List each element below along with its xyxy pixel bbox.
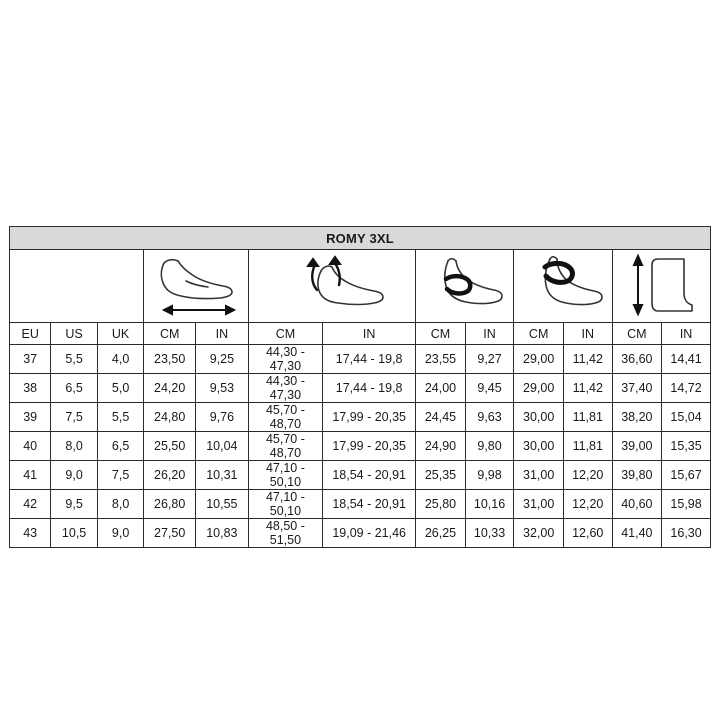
cell-ankle-in: 9,63 — [465, 403, 514, 432]
cell-calf-cm: 32,00 — [514, 519, 564, 548]
cell-ankle-cm: 23,55 — [416, 345, 466, 374]
table-row — [10, 374, 711, 403]
cell-length-cm: 24,80 — [144, 403, 196, 432]
foot-girth-measure-icon — [248, 250, 415, 323]
cell-calf-in: 11,81 — [563, 403, 612, 432]
cell-ankle-in: 9,45 — [465, 374, 514, 403]
cell-eu: 39 — [10, 403, 51, 432]
header-shaft-cm: CM — [612, 323, 662, 345]
table-row — [10, 403, 711, 432]
cell-ankle-in: 9,98 — [465, 461, 514, 490]
cell-uk: 8,0 — [97, 490, 144, 519]
cell-length-in: 10,55 — [196, 490, 249, 519]
cell-length-in: 9,25 — [196, 345, 249, 374]
size-chart — [9, 226, 711, 548]
cell-uk: 7,5 — [97, 461, 144, 490]
cell-girth-cm: 47,10 - 50,10 — [248, 490, 322, 519]
cell-uk: 5,0 — [97, 374, 144, 403]
cell-us: 5,5 — [51, 345, 98, 374]
cell-ankle-cm: 25,35 — [416, 461, 466, 490]
cell-shaft-in: 15,04 — [662, 403, 711, 432]
cell-length-cm: 24,20 — [144, 374, 196, 403]
header-us: US — [51, 323, 98, 345]
cell-calf-cm: 30,00 — [514, 432, 564, 461]
cell-shaft-in: 16,30 — [662, 519, 711, 548]
cell-us: 9,5 — [51, 490, 98, 519]
cell-uk: 6,5 — [97, 432, 144, 461]
header-girth-cm: CM — [248, 323, 322, 345]
cell-uk: 5,5 — [97, 403, 144, 432]
cell-ankle-cm: 25,80 — [416, 490, 466, 519]
header-shaft-in: IN — [662, 323, 711, 345]
page-title: ROMY 3XL — [10, 227, 711, 250]
cell-length-in: 10,31 — [196, 461, 249, 490]
cell-us: 7,5 — [51, 403, 98, 432]
cell-girth-in: 17,44 - 19,8 — [323, 345, 416, 374]
header-calf-in: IN — [563, 323, 612, 345]
cell-eu: 38 — [10, 374, 51, 403]
cell-girth-in: 18,54 - 20,91 — [323, 461, 416, 490]
cell-us: 10,5 — [51, 519, 98, 548]
cell-girth-cm: 45,70 - 48,70 — [248, 403, 322, 432]
cell-calf-in: 12,60 — [563, 519, 612, 548]
cell-us: 8,0 — [51, 432, 98, 461]
table-row — [10, 519, 711, 548]
cell-girth-cm: 44,30 - 47,30 — [248, 374, 322, 403]
cell-length-cm: 26,80 — [144, 490, 196, 519]
illustration-row — [10, 250, 711, 323]
cell-length-in: 9,76 — [196, 403, 249, 432]
cell-shaft-cm: 37,40 — [612, 374, 662, 403]
cell-ankle-cm: 24,45 — [416, 403, 466, 432]
cell-shaft-in: 14,41 — [662, 345, 711, 374]
cell-length-in: 10,04 — [196, 432, 249, 461]
cell-eu: 43 — [10, 519, 51, 548]
header-ankle-cm: CM — [416, 323, 466, 345]
header-girth-in: IN — [323, 323, 416, 345]
cell-calf-cm: 29,00 — [514, 374, 564, 403]
boot-shaft-height-icon — [612, 250, 710, 323]
cell-uk: 9,0 — [97, 519, 144, 548]
cell-ankle-in: 10,33 — [465, 519, 514, 548]
cell-ankle-cm: 24,00 — [416, 374, 466, 403]
cell-girth-in: 17,99 - 20,35 — [323, 403, 416, 432]
cell-girth-in: 17,99 - 20,35 — [323, 432, 416, 461]
cell-ankle-cm: 24,90 — [416, 432, 466, 461]
calf-circumference-icon — [514, 250, 612, 323]
cell-shaft-in: 15,98 — [662, 490, 711, 519]
cell-length-cm: 25,50 — [144, 432, 196, 461]
cell-girth-in: 17,44 - 19,8 — [323, 374, 416, 403]
cell-calf-in: 11,81 — [563, 432, 612, 461]
cell-eu: 40 — [10, 432, 51, 461]
cell-calf-in: 11,42 — [563, 345, 612, 374]
cell-shaft-cm: 38,20 — [612, 403, 662, 432]
cell-calf-cm: 30,00 — [514, 403, 564, 432]
ankle-circumference-icon — [416, 250, 514, 323]
cell-girth-cm: 48,50 - 51,50 — [248, 519, 322, 548]
header-eu: EU — [10, 323, 51, 345]
cell-calf-cm: 31,00 — [514, 490, 564, 519]
cell-girth-cm: 47,10 - 50,10 — [248, 461, 322, 490]
header-ankle-in: IN — [465, 323, 514, 345]
table-row — [10, 490, 711, 519]
size-table — [9, 226, 711, 548]
cell-length-in: 9,53 — [196, 374, 249, 403]
cell-length-cm: 27,50 — [144, 519, 196, 548]
cell-shaft-cm: 40,60 — [612, 490, 662, 519]
cell-ankle-in: 9,80 — [465, 432, 514, 461]
cell-shaft-in: 15,35 — [662, 432, 711, 461]
cell-uk: 4,0 — [97, 345, 144, 374]
cell-length-in: 10,83 — [196, 519, 249, 548]
cell-ankle-cm: 26,25 — [416, 519, 466, 548]
table-row — [10, 345, 711, 374]
empty-illustration-cell — [10, 250, 144, 323]
cell-ankle-in: 10,16 — [465, 490, 514, 519]
cell-ankle-in: 9,27 — [465, 345, 514, 374]
cell-shaft-cm: 41,40 — [612, 519, 662, 548]
column-header-row — [10, 323, 711, 345]
cell-shaft-cm: 36,60 — [612, 345, 662, 374]
cell-girth-in: 19,09 - 21,46 — [323, 519, 416, 548]
cell-shaft-cm: 39,80 — [612, 461, 662, 490]
cell-calf-in: 12,20 — [563, 461, 612, 490]
header-calf-cm: CM — [514, 323, 564, 345]
cell-length-cm: 26,20 — [144, 461, 196, 490]
table-row — [10, 461, 711, 490]
cell-calf-in: 12,20 — [563, 490, 612, 519]
header-length-in: IN — [196, 323, 249, 345]
cell-shaft-in: 14,72 — [662, 374, 711, 403]
cell-girth-cm: 44,30 - 47,30 — [248, 345, 322, 374]
header-uk: UK — [97, 323, 144, 345]
cell-length-cm: 23,50 — [144, 345, 196, 374]
cell-us: 6,5 — [51, 374, 98, 403]
cell-eu: 42 — [10, 490, 51, 519]
foot-length-side-icon — [144, 250, 248, 323]
table-title-row — [10, 227, 711, 250]
cell-girth-in: 18,54 - 20,91 — [323, 490, 416, 519]
cell-calf-cm: 29,00 — [514, 345, 564, 374]
cell-shaft-in: 15,67 — [662, 461, 711, 490]
cell-eu: 41 — [10, 461, 51, 490]
cell-girth-cm: 45,70 - 48,70 — [248, 432, 322, 461]
cell-shaft-cm: 39,00 — [612, 432, 662, 461]
cell-calf-in: 11,42 — [563, 374, 612, 403]
table-row — [10, 432, 711, 461]
cell-us: 9,0 — [51, 461, 98, 490]
header-length-cm: CM — [144, 323, 196, 345]
cell-calf-cm: 31,00 — [514, 461, 564, 490]
cell-eu: 37 — [10, 345, 51, 374]
